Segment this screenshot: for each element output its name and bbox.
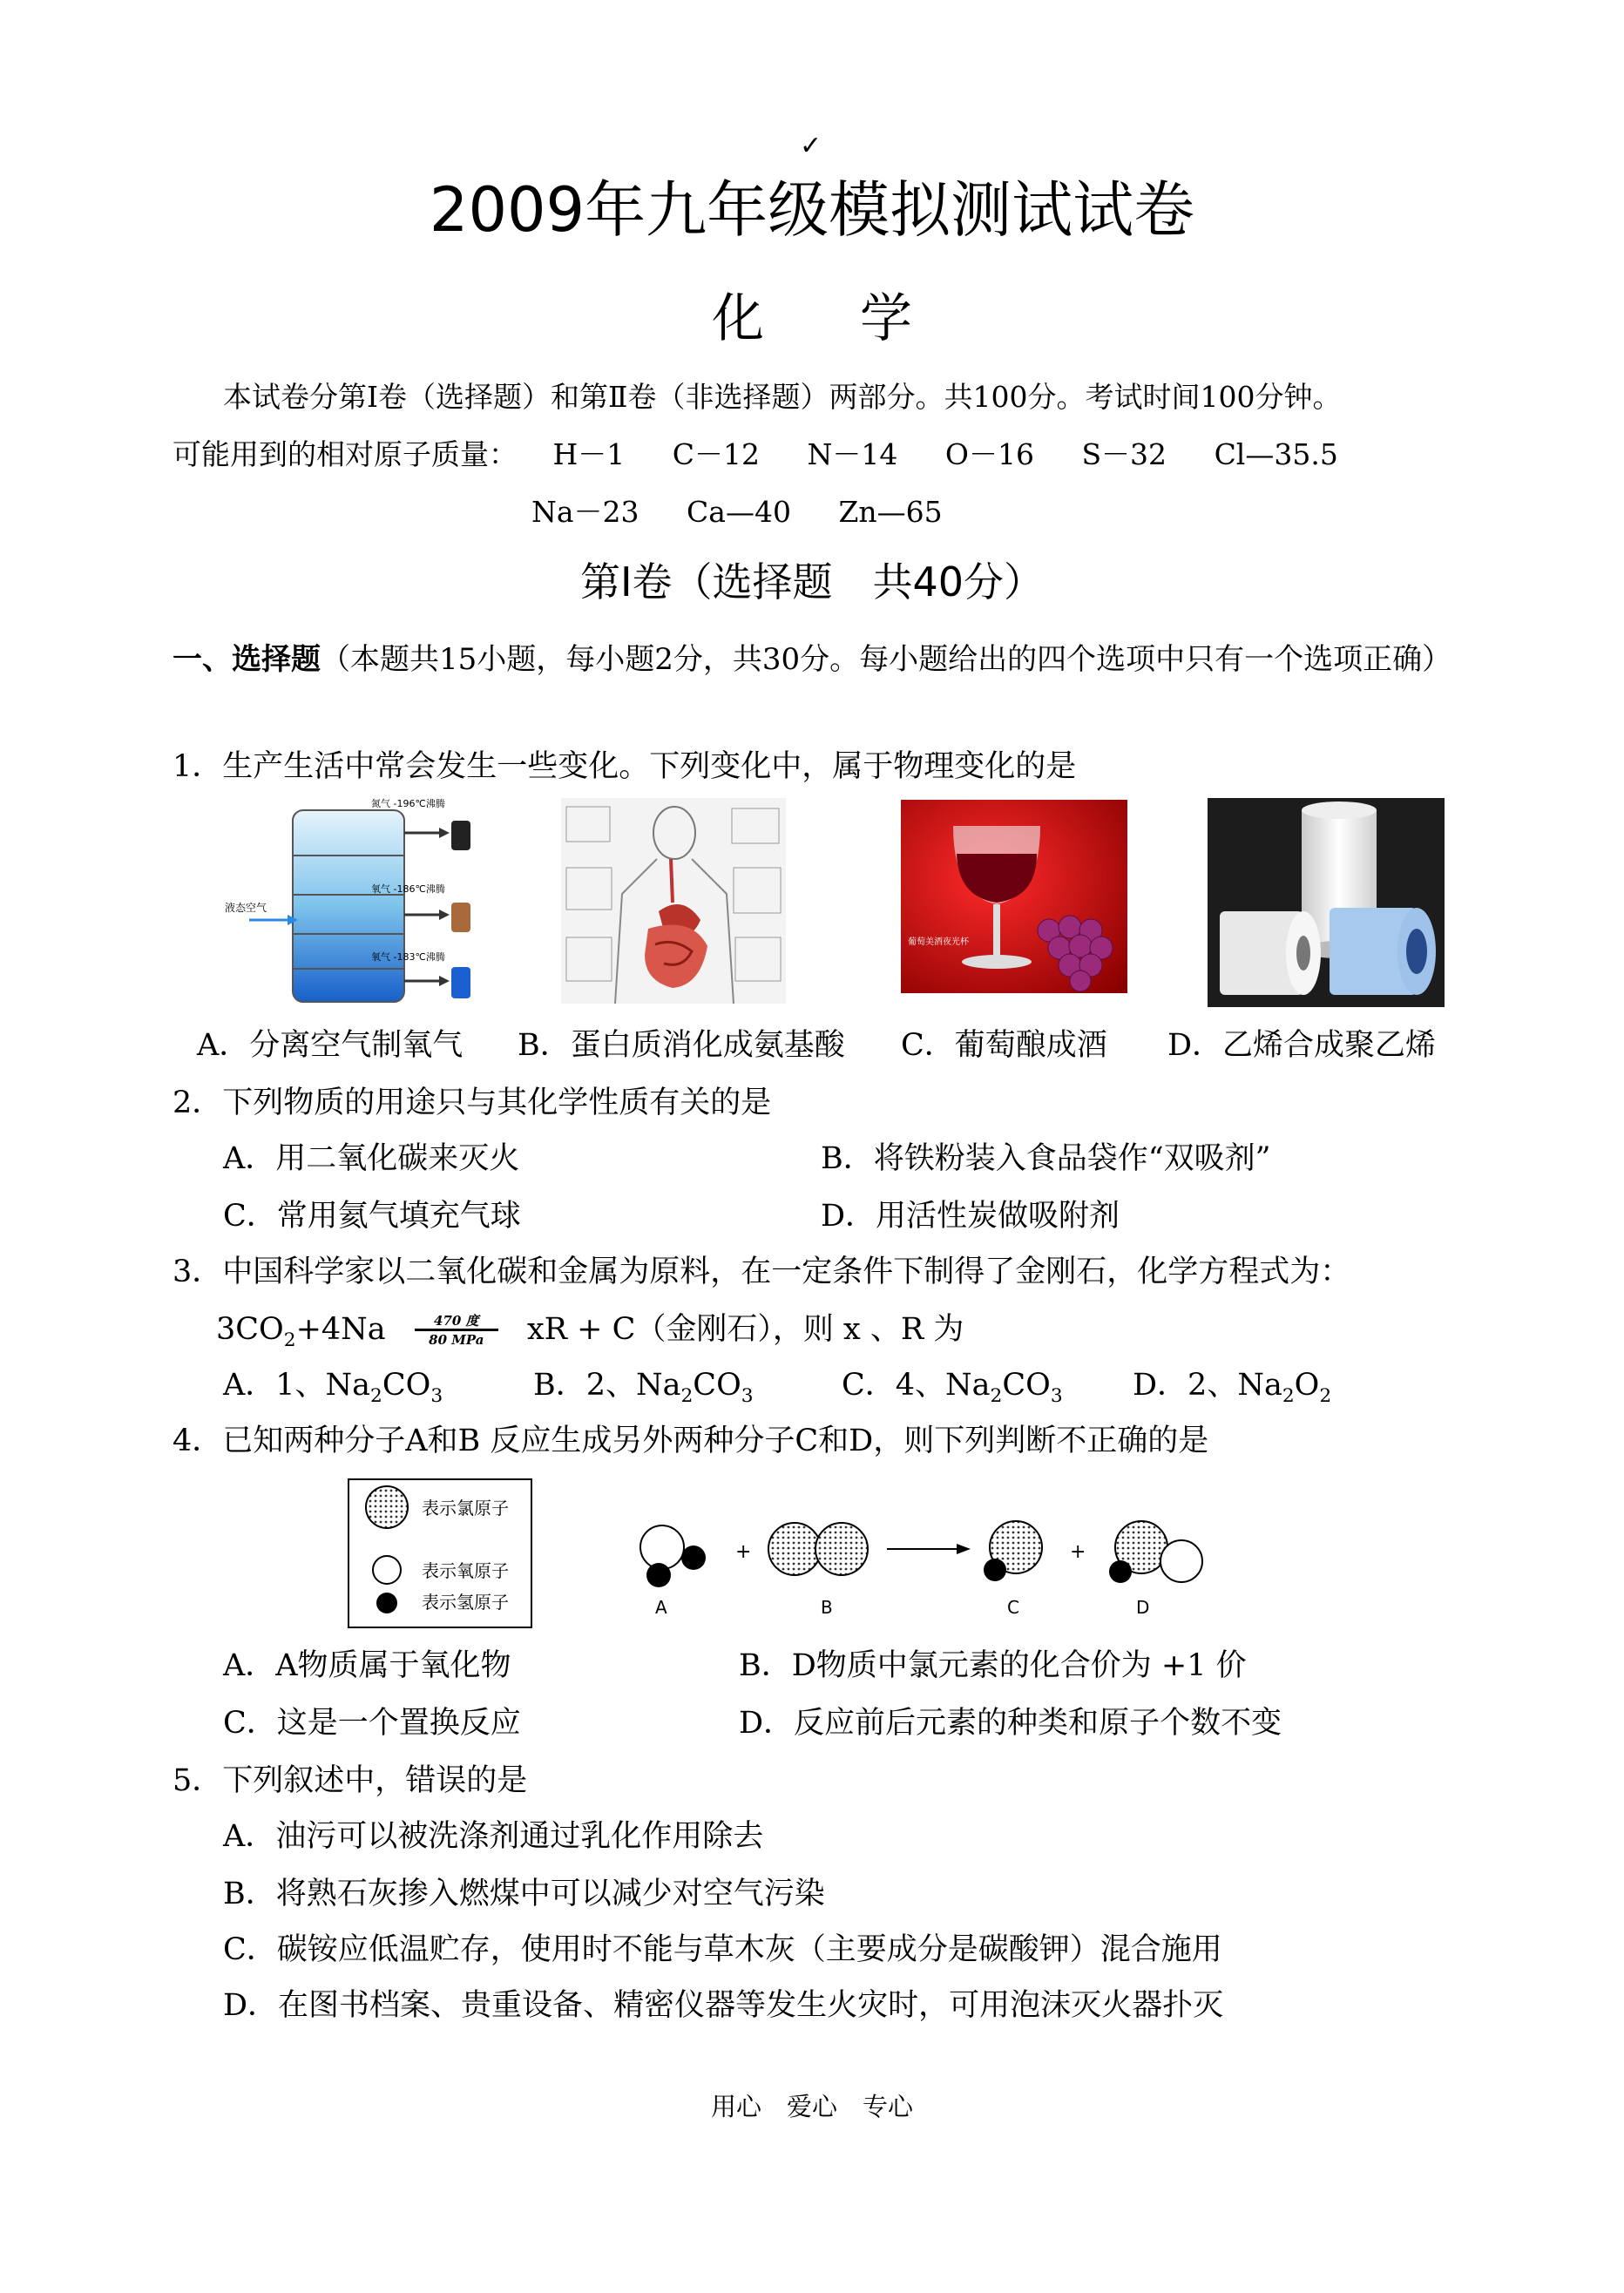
q2-option-d: D．用活性炭做吸附剂 [821,1199,1120,1234]
mass-item: Na－23 [531,495,639,529]
legend-hydrogen: 表示氢原子 [422,1592,509,1613]
label-a: A [655,1597,667,1618]
q1-image-wine [901,800,1127,993]
q5-stem: 5．下列叙述中，错误的是 [173,1763,528,1798]
section1-label: 一、选择题 [173,642,321,677]
q4-stem: 4．已知两种分子A和B 反应生成另外两种分子C和D，则下列判断不正确的是 [173,1424,1209,1458]
q5-option-c: C．碳铵应低温贮存，使用时不能与草木灰（主要成分是碳酸钾）混合施用 [223,1932,1222,1967]
mass-item: N－14 [807,437,898,471]
label: 液态空气 [225,902,267,914]
q2-option-b: B．将铁粉装入食品袋作“双吸剂” [821,1141,1271,1176]
mass-item: S－32 [1081,437,1167,471]
label-c: C [1007,1597,1019,1618]
label: 氮气 -196℃沸腾 [371,798,445,809]
eq-left: 3CO [216,1312,284,1347]
label: 葡萄美酒夜光杯 [908,937,969,947]
check-mark: ✓ [800,131,822,161]
mass-item: C－12 [672,437,761,471]
q1-option-a: A．分离空气制氧气 [197,1028,464,1063]
q4-option-b: B．D物质中氯元素的化合价为 +1 价 [739,1648,1247,1683]
q4-option-a: A．A物质属于氧化物 [223,1648,511,1683]
atomic-masses-row2 [531,490,981,531]
q1-option-b: B．蛋白质消化成氨基酸 [518,1028,845,1063]
eq-right: xR + C（金刚石），则 x 、R 为 [526,1312,964,1347]
section1-heading [173,634,1514,685]
cond-bottom: 80 MPa [429,1332,484,1348]
q1-image-digestion [561,798,786,1004]
legend-chlorine: 表示氯原子 [422,1498,509,1519]
q1-option-c: C．葡萄酿成酒 [901,1028,1107,1063]
q5-option-d: D．在图书档案、贵重设备、精密仪器等发生火灾时，可用泡沫灭火器扑灭 [223,1988,1224,2023]
label-d: D [1136,1597,1150,1618]
plus-sign: + [735,1541,752,1563]
q1-stem: 1．生产生活中常会发生一些变化。下列变化中，属于物理变化的是 [173,749,1077,784]
eq-left2: +4Na [295,1312,386,1347]
q1-option-d: D．乙烯合成聚乙烯 [1167,1028,1437,1063]
section1-desc: （本题共15小题，每小题2分，共30分。每小题给出的四个选项中只有一个选项正确） [321,642,1452,677]
label: 氧气 -183℃沸腾 [371,951,445,963]
reaction-condition [415,1313,498,1349]
mass-item: Ca—40 [687,495,791,529]
mass-item: Cl—35.5 [1214,437,1338,471]
q1-image-distillation [214,795,502,1007]
cond-top: 470 度 [434,1313,479,1329]
mass-item: Zn—65 [838,495,943,529]
q3-stem: 3．中国科学家以二氧化碳和金属为原料，在一定条件下制得了金刚石，化学方程式为： [173,1255,1351,1289]
label: 氧气 -186℃沸腾 [371,883,445,895]
part1-title: 第Ⅰ卷（选择题 共40分） [579,558,1045,605]
q3-option-a: A．1、$Na_2CO_3$ [223,1368,443,1407]
plus-sign: + [1070,1541,1086,1563]
exam-intro: 本试卷分第Ⅰ卷（选择题）和第Ⅱ卷（非选择题）两部分。共100分。考试时间100分钟。 [223,380,1342,414]
mass-item: H－1 [552,437,626,471]
mass-item: O－16 [944,437,1034,471]
q4-option-d: D．反应前后元素的种类和原子个数不变 [739,1706,1282,1741]
atomic-masses-row1 [173,432,1377,473]
q1-image-polyethylene [1208,798,1445,1007]
q3-option-c: C．4、$Na_2CO_3$ [842,1368,1063,1407]
masses-label: 可能用到的相对原子质量： [173,437,518,471]
q3-option-d: D．2、$Na_2O_2$ [1133,1368,1332,1407]
q2-option-a: A．用二氧化碳来灭火 [223,1141,520,1176]
q5-option-a: A．油污可以被洗涤剂通过乳化作用除去 [223,1819,764,1854]
q2-stem: 2．下列物质的用途只与其化学性质有关的是 [173,1086,772,1120]
q3-equation: $3CO_2+4Na$ 470 度 80 MPa xR + C（金刚石），则 x 、R 为 [216,1312,964,1351]
q3-option-b: B．2、$Na_2CO_3$ [533,1368,754,1407]
legend-oxygen: 表示氧原子 [422,1560,509,1581]
label-b: B [821,1597,833,1618]
exam-title: 2009年九年级模拟测试试卷 [429,174,1195,246]
q2-option-c: C．常用氦气填充气球 [223,1199,521,1234]
q4-option-c: C．这是一个置换反应 [223,1706,521,1741]
subject-title: 化学 [712,288,1008,349]
q4-molecule-diagram [347,1478,1218,1631]
q5-option-b: B．将熟石灰掺入燃煤中可以减少对空气污染 [223,1877,825,1911]
page-footer: 用心 爱心 专心 [710,2092,913,2121]
